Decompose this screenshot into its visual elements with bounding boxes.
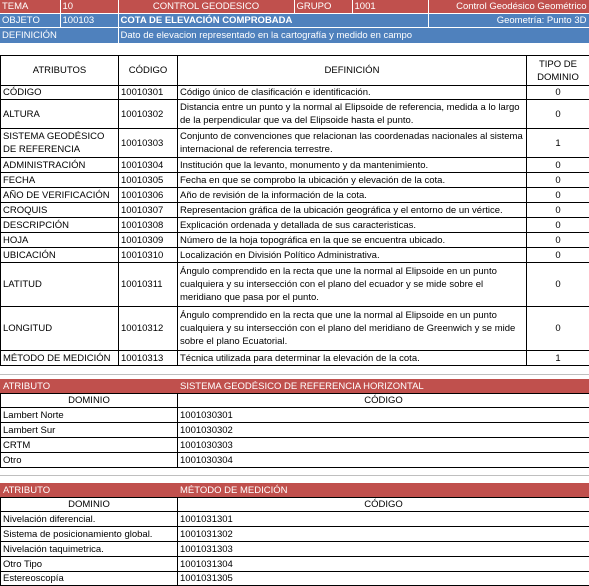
- table-row: [1, 572, 589, 586]
- attr-tipo: 0: [527, 248, 589, 263]
- attr-def: Conjunto de convenciones que relacionan las coordenadas nacionales al sistema internacional de referencia terrestre.: [178, 129, 527, 158]
- domain-title: MÉTODO DE MEDICIÓN: [178, 484, 589, 498]
- codigo-value: 1001031304: [178, 557, 589, 572]
- atributo-label: ATRIBUTO: [1, 380, 178, 394]
- domain-table-sistema: [0, 379, 589, 468]
- codigo-value: 1001030304: [178, 453, 589, 468]
- dominio-value: Lambert Norte: [1, 408, 178, 423]
- attr-def: Localización en División Político Administrativa.: [178, 248, 527, 263]
- divider: [0, 466, 589, 476]
- attr-name: LONGITUD: [1, 307, 119, 351]
- attributes-header-row: [1, 56, 589, 86]
- attr-name: MÉTODO DE MEDICIÓN: [1, 351, 119, 366]
- attr-tipo: 0: [527, 307, 589, 351]
- attr-tipo: 0: [527, 218, 589, 233]
- section-header: [1, 484, 589, 498]
- codigo-value: 1001031303: [178, 542, 589, 557]
- attr-name: DESCRIPCIÓN: [1, 218, 119, 233]
- attr-def: Ángulo comprendido en la recta que une la normal al Elipsoide en un punto cualquiera y su intersección con el plano del ecuador y se mide sobre el meridiano que pasa por el punto.: [178, 263, 527, 307]
- grupo-number: 1001: [352, 0, 428, 14]
- dominio-value: Sistema de posicionamiento global.: [1, 527, 178, 542]
- attr-def: Explicación ordenada y detallada de sus caracteristicas.: [178, 218, 527, 233]
- atributo-label: ATRIBUTO: [1, 484, 178, 498]
- table-row: [1, 423, 589, 438]
- table-row: [1, 100, 589, 129]
- dominio-value: CRTM: [1, 438, 178, 453]
- table-row: [1, 173, 589, 188]
- attr-tipo: 1: [527, 351, 589, 366]
- domain-header-row: [1, 498, 589, 512]
- col-header-tipo-dominio: TIPO DE DOMINIO: [527, 56, 589, 86]
- attr-code: 10010312: [119, 307, 178, 351]
- tema-label: TEMA: [0, 0, 60, 14]
- tema-name: CONTROL GEODESICO: [118, 0, 294, 14]
- codigo-value: 1001031305: [178, 572, 589, 586]
- dominio-value: Nivelación diferencial.: [1, 512, 178, 527]
- table-row: [1, 248, 589, 263]
- col-header-atributos: ATRIBUTOS: [1, 56, 119, 86]
- attr-def: Código único de clasificación e identificación.: [178, 86, 527, 100]
- attr-code: 10010313: [119, 351, 178, 366]
- table-row: [1, 158, 589, 173]
- attr-name: UBICACIÓN: [1, 248, 119, 263]
- attr-code: 10010310: [119, 248, 178, 263]
- table-row: [1, 512, 589, 527]
- attr-code: 10010306: [119, 188, 178, 203]
- attr-tipo: 0: [527, 263, 589, 307]
- table-row: [1, 233, 589, 248]
- attr-code: 10010307: [119, 203, 178, 218]
- codigo-value: 1001030301: [178, 408, 589, 423]
- table-row: [1, 129, 589, 158]
- grupo-name: Control Geodésico Geométrico: [428, 0, 589, 14]
- dominio-value: Otro Tipo: [1, 557, 178, 572]
- table-row: [1, 542, 589, 557]
- objeto-label: OBJETO: [0, 14, 60, 28]
- attr-tipo: 0: [527, 188, 589, 203]
- definicion-text: Dato de elevacion representado en la cartografía y medido en campo: [118, 28, 589, 44]
- attr-code: 10010309: [119, 233, 178, 248]
- attr-name: SISTEMA GEODÉSICO DE REFERENCIA: [1, 129, 119, 158]
- attr-name: AÑO DE VERIFICACIÓN: [1, 188, 119, 203]
- dominio-value: Otro: [1, 453, 178, 468]
- attr-def: Ángulo comprendido en la recta que une la normal al Elipsoide en un punto cualquiera y su intersección con el plano del meridiano de Greenwich y se mide sobre el plano Ecuatorial.: [178, 307, 527, 351]
- domain-table-metodo: [0, 483, 589, 586]
- codigo-value: 1001030302: [178, 423, 589, 438]
- attr-tipo: 0: [527, 158, 589, 173]
- attr-code: 10010305: [119, 173, 178, 188]
- attr-name: CROQUIS: [1, 203, 119, 218]
- attr-name: FECHA: [1, 173, 119, 188]
- attr-code: 10010311: [119, 263, 178, 307]
- attr-name: LATITUD: [1, 263, 119, 307]
- table-row: [1, 351, 589, 366]
- attr-name: ALTURA: [1, 100, 119, 129]
- attr-tipo: 0: [527, 86, 589, 100]
- table-row: [1, 86, 589, 100]
- dominio-value: Nivelación taquimetrica.: [1, 542, 178, 557]
- attr-tipo: 1: [527, 129, 589, 158]
- attr-def: Representacion gráfica de la ubicación geográfica y el entorno de un vértice.: [178, 203, 527, 218]
- tema-number: 10: [60, 0, 118, 14]
- table-row: [1, 307, 589, 351]
- attr-code: 10010303: [119, 129, 178, 158]
- dominio-value: Lambert Sur: [1, 423, 178, 438]
- attr-def: Distancia entre un punto y la normal al Elipsoide de referencia, medida a lo largo de la perpendicular que va del Elipsoide hasta el punto.: [178, 100, 527, 129]
- attr-tipo: 0: [527, 203, 589, 218]
- attr-name: CÓDIGO: [1, 86, 119, 100]
- codigo-value: 1001031302: [178, 527, 589, 542]
- attr-code: 10010302: [119, 100, 178, 129]
- attr-def: Institución que la levanto, monumento y da mantenimiento.: [178, 158, 527, 173]
- attributes-table: [0, 55, 589, 366]
- table-row: [1, 438, 589, 453]
- col-header-dominio: DOMINIO: [1, 498, 178, 512]
- table-row: [1, 188, 589, 203]
- codigo-value: 1001031301: [178, 512, 589, 527]
- attr-def: Número de la hoja topográfica en la que se encuentra ubicado.: [178, 233, 527, 248]
- table-row: [1, 557, 589, 572]
- table-row: [1, 408, 589, 423]
- attr-def: Año de revisión de la información de la cota.: [178, 188, 527, 203]
- attr-code: 10010301: [119, 86, 178, 100]
- attr-tipo: 0: [527, 233, 589, 248]
- attr-name: HOJA: [1, 233, 119, 248]
- table-row: [1, 263, 589, 307]
- grupo-label: GRUPO: [294, 0, 352, 14]
- geometria-label: Geometría: Punto 3D: [428, 14, 589, 28]
- definicion-label: DEFINICIÓN: [0, 28, 118, 44]
- domain-header-row: [1, 394, 589, 408]
- table-row: [1, 527, 589, 542]
- col-header-dominio: DOMINIO: [1, 394, 178, 408]
- attr-code: 10010308: [119, 218, 178, 233]
- attr-def: Fecha en que se comprobo la ubicación y elevación de la cota.: [178, 173, 527, 188]
- header-table: [0, 0, 589, 44]
- table-row: [1, 218, 589, 233]
- attr-code: 10010304: [119, 158, 178, 173]
- section-header: [1, 380, 589, 394]
- attr-tipo: 0: [527, 100, 589, 129]
- col-header-codigo: CÓDIGO: [119, 56, 178, 86]
- attr-tipo: 0: [527, 173, 589, 188]
- objeto-name: COTA DE ELEVACIÓN COMPROBADA: [118, 14, 428, 28]
- domain-title: SISTEMA GEODÉSICO DE REFERENCIA HORIZONTAL: [178, 380, 589, 394]
- attr-name: ADMINISTRACIÓN: [1, 158, 119, 173]
- attr-def: Técnica utilizada para determinar la elevación de la cota.: [178, 351, 527, 366]
- codigo-value: 1001030303: [178, 438, 589, 453]
- col-header-codigo: CÓDIGO: [178, 394, 589, 408]
- col-header-definicion: DEFINICIÓN: [178, 56, 527, 86]
- objeto-number: 100103: [60, 14, 118, 28]
- dominio-value: Estereoscopía: [1, 572, 178, 586]
- col-header-codigo: CÓDIGO: [178, 498, 589, 512]
- table-row: [1, 203, 589, 218]
- divider: [0, 365, 589, 375]
